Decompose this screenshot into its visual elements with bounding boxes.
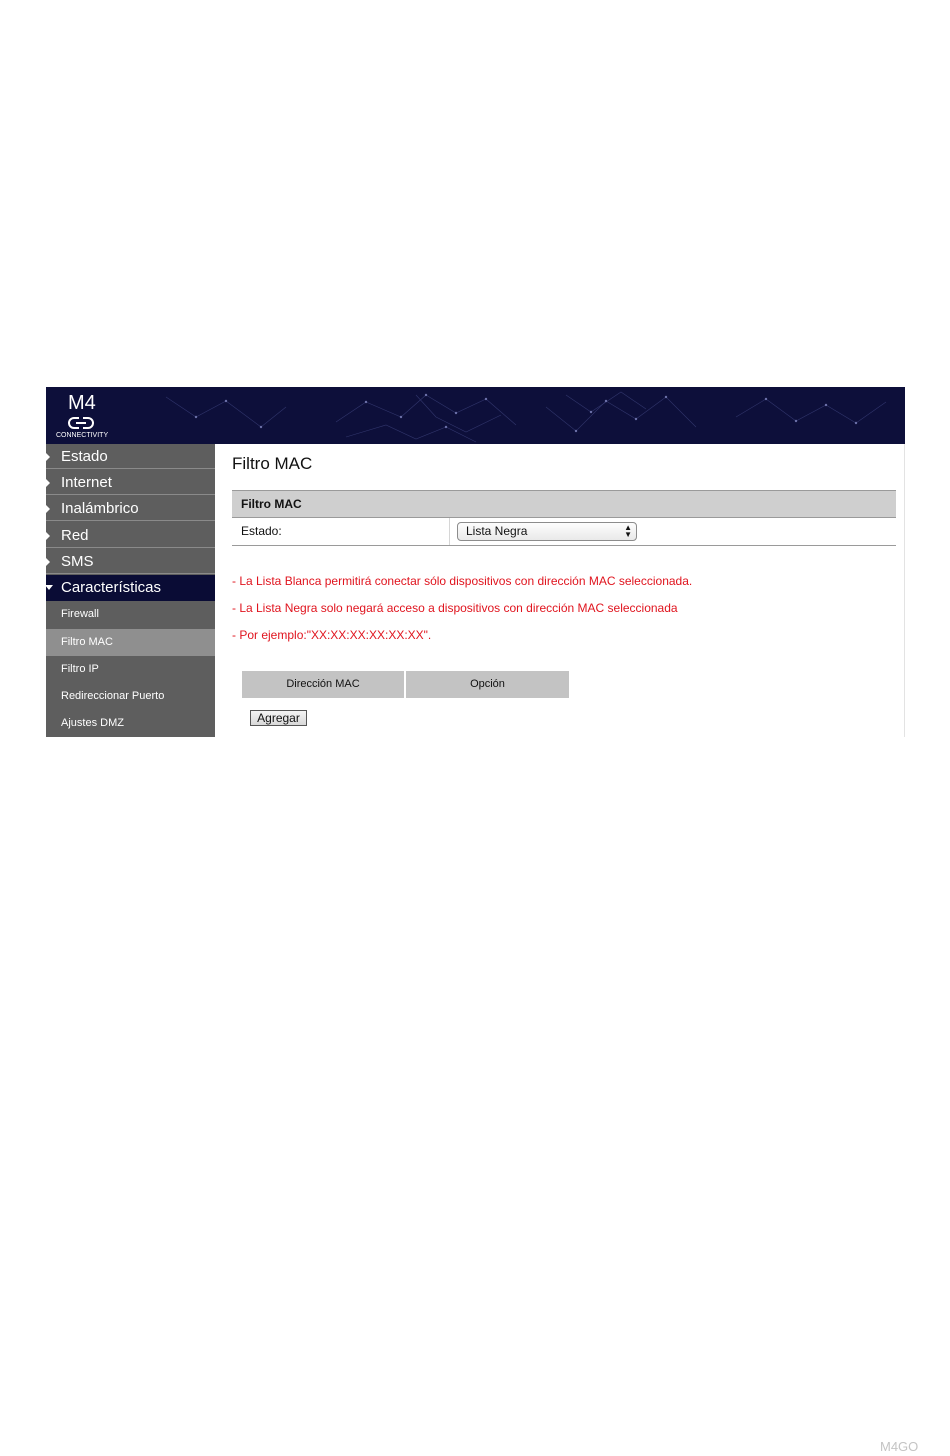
header-banner <box>46 387 905 444</box>
caret-right-icon <box>46 505 50 513</box>
sidebar-subitem-label: Firewall <box>61 608 99 620</box>
link-icon <box>67 416 95 430</box>
logo-text: M4 <box>68 392 96 414</box>
caret-down-icon <box>46 585 53 590</box>
sidebar-subitem-filtro-ip[interactable] <box>46 656 215 683</box>
column-header-option: Opción <box>406 671 569 698</box>
updown-arrows-icon: ▲ ▼ <box>624 523 632 539</box>
sidebar-item-label: Estado <box>61 448 108 465</box>
add-button[interactable]: Agregar <box>250 710 307 726</box>
network-pattern-background <box>46 387 905 444</box>
whitelist-note: - La Lista Blanca permitirá conectar sólo dispositivos con dirección MAC seleccionada. <box>232 574 693 588</box>
page-title: Filtro MAC <box>232 454 313 473</box>
mac-filter-settings <box>232 490 896 546</box>
sidebar-item-estado[interactable] <box>46 444 215 469</box>
sidebar-subitem-label: Filtro MAC <box>61 636 113 648</box>
brand-watermark: M4GO <box>880 1439 919 1454</box>
sidebar-subitem-label: Filtro IP <box>61 663 99 675</box>
sidebar-item-sms[interactable] <box>46 549 215 574</box>
sidebar-item-label: Internet <box>61 474 112 491</box>
sidebar-item-red[interactable] <box>46 523 215 548</box>
sidebar-subitem-label: Ajustes DMZ <box>61 717 124 729</box>
column-header-mac: Dirección MAC <box>242 671 404 698</box>
sidebar-item-label: Características <box>61 579 162 596</box>
estado-label: Estado: <box>241 524 282 538</box>
brand-logo <box>54 391 114 441</box>
caret-right-icon <box>46 453 50 461</box>
caret-right-icon <box>46 479 50 487</box>
logo-subtext: CONNECTIVITY <box>56 432 109 439</box>
router-admin-screenshot <box>46 387 905 737</box>
sidebar-subitem-ajustes-dmz[interactable] <box>46 710 215 737</box>
caret-right-icon <box>46 532 50 540</box>
main-content <box>215 444 905 737</box>
example-note: - Por ejemplo:"XX:XX:XX:XX:XX:XX". <box>232 628 432 642</box>
column-divider <box>449 518 450 545</box>
sidebar-item-caracteristicas[interactable] <box>46 575 215 601</box>
sidebar-item-inalambrico[interactable] <box>46 496 215 521</box>
sidebar-nav <box>46 444 215 737</box>
caret-right-icon <box>46 558 50 566</box>
estado-row <box>232 518 896 546</box>
sidebar-item-label: Inalámbrico <box>61 500 139 517</box>
sidebar-subitem-firewall[interactable] <box>46 601 215 628</box>
sidebar-item-label: SMS <box>61 553 94 570</box>
sidebar-subitem-filtro-mac[interactable] <box>46 629 215 656</box>
section-header: Filtro MAC <box>232 490 896 518</box>
sidebar-subitem-redireccionar-puerto[interactable] <box>46 683 215 710</box>
sidebar-subitem-label: Redireccionar Puerto <box>61 690 165 702</box>
blacklist-note: - La Lista Negra solo negará acceso a dispositivos con dirección MAC seleccionada <box>232 601 678 615</box>
sidebar-item-internet[interactable] <box>46 470 215 495</box>
sidebar-item-label: Red <box>61 527 89 544</box>
estado-select-value: Lista Negra <box>466 524 528 538</box>
estado-select[interactable] <box>457 522 637 541</box>
